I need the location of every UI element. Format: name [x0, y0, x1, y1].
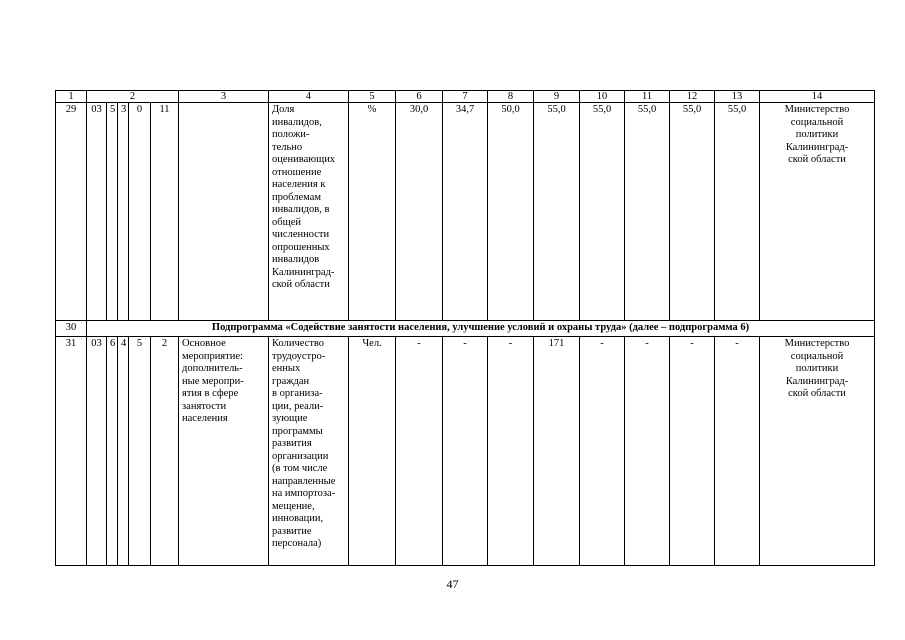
header-cell: 11 — [625, 91, 670, 103]
code-cell: 3 — [118, 103, 129, 321]
value-cell: 55,0 — [625, 103, 670, 321]
table-row — [56, 103, 875, 321]
header-cell: 14 — [760, 91, 875, 103]
code-cell: 11 — [151, 103, 179, 321]
header-cell: 7 — [443, 91, 488, 103]
header-cell: 4 — [269, 91, 349, 103]
header-cell: 6 — [396, 91, 443, 103]
page-number: 47 — [446, 577, 459, 591]
unit-cell: Чел. — [349, 337, 396, 566]
value-cell: - — [488, 337, 534, 566]
code-cell: 5 — [107, 103, 118, 321]
program-name-cell — [179, 103, 269, 321]
indicators-table — [55, 90, 875, 566]
row-number: 29 — [56, 103, 87, 321]
code-cell: 2 — [151, 337, 179, 566]
header-cell: 5 — [349, 91, 396, 103]
header-row — [56, 91, 875, 103]
header-cell: 8 — [488, 91, 534, 103]
value-cell: 50,0 — [488, 103, 534, 321]
header-cell: 12 — [670, 91, 715, 103]
value-cell: - — [580, 337, 625, 566]
code-cell: 5 — [129, 337, 151, 566]
header-cell: 10 — [580, 91, 625, 103]
value-cell: - — [715, 337, 760, 566]
value-cell: 55,0 — [715, 103, 760, 321]
value-cell: - — [443, 337, 488, 566]
indicator-cell: Количество трудоустро- енных граждан в организа- ции, реали- зующие программы развития организации (в том числе направленные на импортоза- мещение, инновации, развитие персонала) — [269, 337, 349, 566]
value-cell: - — [670, 337, 715, 566]
header-cell: 1 — [56, 91, 87, 103]
value-cell: 34,7 — [443, 103, 488, 321]
code-cell: 03 — [87, 337, 107, 566]
header-cell: 9 — [534, 91, 580, 103]
value-cell: 55,0 — [534, 103, 580, 321]
header-cell: 3 — [179, 91, 269, 103]
executor-cell: Министерство социальной политики Калининград- ской области — [760, 337, 875, 566]
program-name-cell: Основное мероприятие: дополнитель- ные меропри- ятия в сфере занятости населения — [179, 337, 269, 566]
code-cell: 4 — [118, 337, 129, 566]
row-number: 31 — [56, 337, 87, 566]
unit-cell: % — [349, 103, 396, 321]
header-cell: 13 — [715, 91, 760, 103]
value-cell: 55,0 — [580, 103, 625, 321]
code-cell: 0 — [129, 103, 151, 321]
code-cell: 03 — [87, 103, 107, 321]
value-cell: - — [625, 337, 670, 566]
subprogram-title: Подпрограмма «Содействие занятости населения, улучшение условий и охраны труда» (далее – подпрограмма 6) — [87, 321, 875, 337]
header-cell: 2 — [87, 91, 179, 103]
value-cell: 55,0 — [670, 103, 715, 321]
executor-cell: Министерство социальной политики Калининград- ской области — [760, 103, 875, 321]
code-cell: 6 — [107, 337, 118, 566]
row-number: 30 — [56, 321, 87, 337]
table-row — [56, 321, 875, 337]
value-cell: - — [396, 337, 443, 566]
value-cell: 171 — [534, 337, 580, 566]
value-cell: 30,0 — [396, 103, 443, 321]
indicator-cell: Доля инвалидов, положи- тельно оценивающих отношение населения к проблемам инвалидов, в общей численности опрошенных инвалидов Калининград- ской области — [269, 103, 349, 321]
table-row — [56, 337, 875, 566]
